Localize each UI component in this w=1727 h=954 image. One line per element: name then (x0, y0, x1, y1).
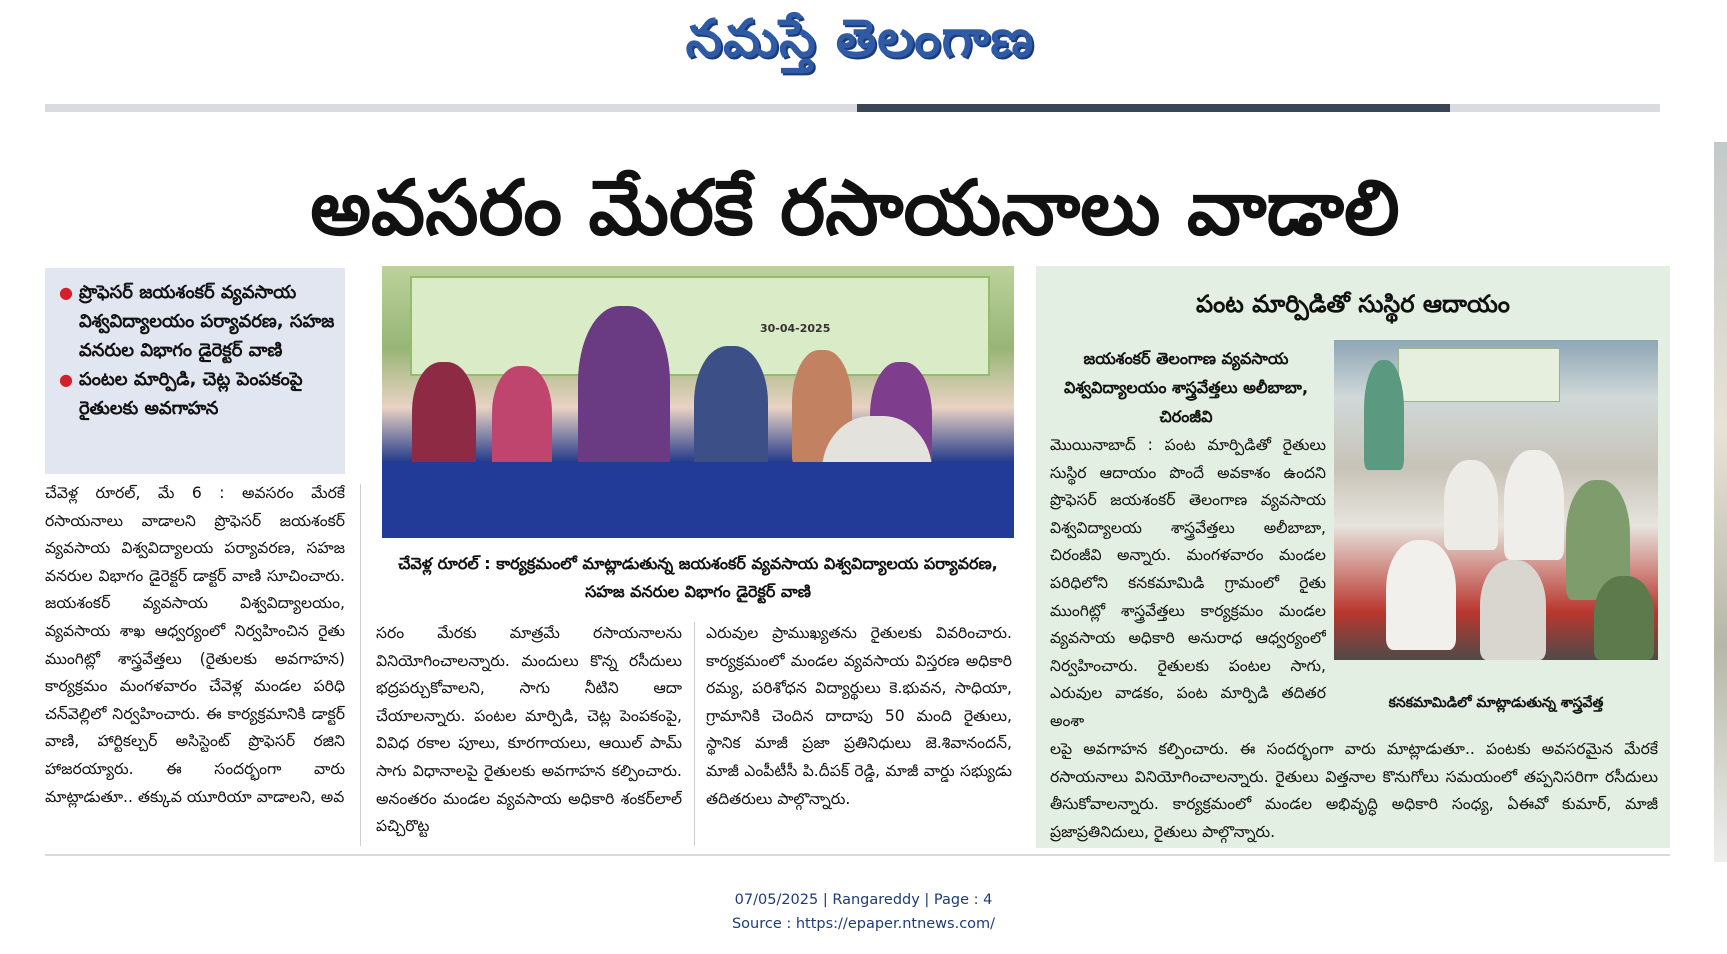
banner-date: 30-04-2025 (760, 322, 831, 335)
column-divider (694, 622, 695, 846)
bottom-divider (45, 854, 1670, 856)
bullet-icon: ● (59, 283, 73, 302)
article-column-3: ఎరువుల ప్రాముఖ్యతను రైతులకు వివరించారు. కార్యక్రమంలో మండల వ్యవసాయ విస్తరణ అధికారి రమ్య, పరిశోధన విద్యార్థులు కె.భువన, సాధియా, గ్రామానికి చెందిన దాదాపు 50 మంది రైతులు, స్థానిక మాజీ ప్రజా ప్రతినిధులు జె.శివానందన్, మాజీ ఎంపీటీసీ పి.దీపక్ రెడ్డి, మాజీ వార్డు సభ్యుడు తదితరులు పాల్గొన్నారు. (706, 624, 1012, 808)
sidebar-photo (1334, 340, 1658, 660)
table-cloth (382, 462, 1014, 538)
photo-banner (1398, 348, 1560, 402)
masthead-title: నమస్తే తెలంగాణ (685, 8, 1035, 69)
highlights-box (45, 268, 345, 474)
highlight-text: పంటల మార్పిడి, చెట్ల పెంపకంపై రైతులకు అవగాహన (78, 369, 303, 419)
event-banner (410, 276, 990, 376)
person-figure (578, 306, 670, 476)
event-photo (382, 266, 1014, 538)
sidebar-subheadline: జయశంకర్ తెలంగాణ వ్యవసాయ విశ్వవిద్యాలయం శాస్త్రవేత్తలు అలీబాబా, చిరంజీవి (1063, 349, 1309, 426)
person-figure (1504, 450, 1564, 560)
footer-source-link[interactable]: Source : https://epaper.ntnews.com/ (731, 916, 996, 932)
article-column-2: సరం మేరకు మాత్రమే రసాయనాలను వినియోగించాలన్నారు. మందులు కొన్న రసీదులు భద్రపర్చుకోవాలని, సాగు నీటిని ఆదా చేయాలన్నారు. పంటల మార్పిడి, చెట్ల పెంపకంపై, వివిధ రకాల పూలు, కూరగాయలు, ఆయిల్ పామ్ సాగు విధానాలపై రైతులకు అవగాహన కల్పించారు. అనంతరం మండల వ్యవసాయ అధికారి శంకర్‌లాల్ పచ్చిరొట్ట (376, 624, 682, 836)
sidebar-photo-caption: కనకమామిడిలో మాట్లాడుతున్న శాస్త్రవేత్త (1388, 695, 1604, 711)
sidebar-column-2: లపై అవగాహన కల్పించారు. ఈ సందర్భంగా వారు మాట్లాడుతూ.. పంటకు అవసరమైన మేరకే రసాయనాలు వినియోగించాలన్నారు. రైతులు విత్తనాల కొనుగోలు సమయంలో తప్పనిసరిగా రసీదులు తీసుకోవాలన్నారు. కార్యక్రమంలో మండల అభివృద్ధి అధికారి సంధ్య, ఏఈవో కుమార్, మాజీ ప్రజాప్రతినిదులు, రైతులు పాల్గొన్నారు. (1050, 740, 1658, 841)
person-figure (1480, 560, 1546, 660)
article-column-1: చేవెళ్ల రూరల్, మే 6 : అవసరం మేరకే రసాయనాలు వాడాలని ప్రొఫెసర్ జయశంకర్ వ్యవసాయ విశ్వవిద్యాలయ పర్యావరణ, సహజ వనరుల విభాగం డైరెక్టర్ డాక్టర్ వాణి సూచించారు. జయశంకర్ వ్యవసాయ విశ్వవిద్యాలయం, వ్యవసాయ శాఖ ఆధ్వర్యంలో నిర్వహించిన రైతు ముంగిట్లో శాస్త్రవేత్తలు (రైతులకు అవగాహన) కార్యక్రమం మంగళవారం చేవెళ్ల మండల పరిధి చన్‌వెల్లిలో నిర్వహించారు. ఈ కార్యక్రమానికి డాక్టర్ వాణి, హార్టికల్చర్ అసిస్టెంట్ ప్రొఫెసర్ రజిని హాజరయ్యారు. ఈ సందర్భంగా వారు మాట్లాడుతూ.. తక్కువ యూరియా వాడాలని, అవ (45, 484, 345, 806)
person-figure (1594, 576, 1654, 660)
page-footer (600, 888, 1127, 936)
bullet-icon: ● (59, 370, 73, 389)
masthead-logo (580, 4, 1140, 86)
sidebar-headline: పంట మార్పిడితో సుస్థిర ఆదాయం (1196, 290, 1510, 318)
person-figure (1386, 540, 1456, 650)
person-figure (1364, 360, 1404, 470)
person-figure (492, 366, 552, 470)
adjacent-article-photo-edge (1714, 142, 1727, 862)
person-figure (694, 346, 768, 472)
highlight-item (59, 278, 335, 365)
person-figure (412, 362, 476, 472)
column-divider (360, 484, 361, 846)
highlight-text: ప్రొఫెసర్ జయశంకర్ వ్యవసాయ విశ్వవిద్యాలయం పర్యావరణ, సహజ వనరుల విభాగం డైరెక్టర్ వాణి (78, 282, 335, 361)
person-figure (1444, 460, 1498, 550)
masthead-divider-accent (857, 104, 1450, 112)
article-headline: అవసరం మేరకే రసాయనాలు వాడాలి (310, 163, 1400, 252)
highlight-item (59, 365, 335, 423)
footer-edition-info: 07/05/2025 | Rangareddy | Page : 4 (734, 892, 993, 908)
event-photo-caption: చేవెళ్ల రూరల్ : కార్యక్రమంలో మాట్లాడుతున్న జయశంకర్ వ్యవసాయ విశ్వవిద్యాలయ పర్యావరణ, సహజ వనరుల విభాగం డైరెక్టర్ వాణి (398, 554, 998, 601)
sidebar-column-1: మొయినాబాద్ : పంట మార్పిడితో రైతులు సుస్థిర ఆదాయం పొందే అవకాశం ఉందని ప్రొఫెసర్ జయశంకర్ తెలంగాణ వ్యవసాయ విశ్వవిద్యాలయ శాస్త్రవేత్తలు అలీబాబా, చిరంజీవి అన్నారు. మంగళవారం మండల పరిధిలోని కనకమామిడి గ్రామంలో రైతు ముంగిట్లో శాస్త్రవేత్తలు కార్యక్రమం మండల వ్యవసాయ అధికారి అనురాధ ఆధ్వర్యంలో నిర్వహించారు. రైతులకు పంటల సాగు, ఎరువుల వాడకం, పంట మార్పిడి తదితర అంశా (1050, 436, 1326, 730)
